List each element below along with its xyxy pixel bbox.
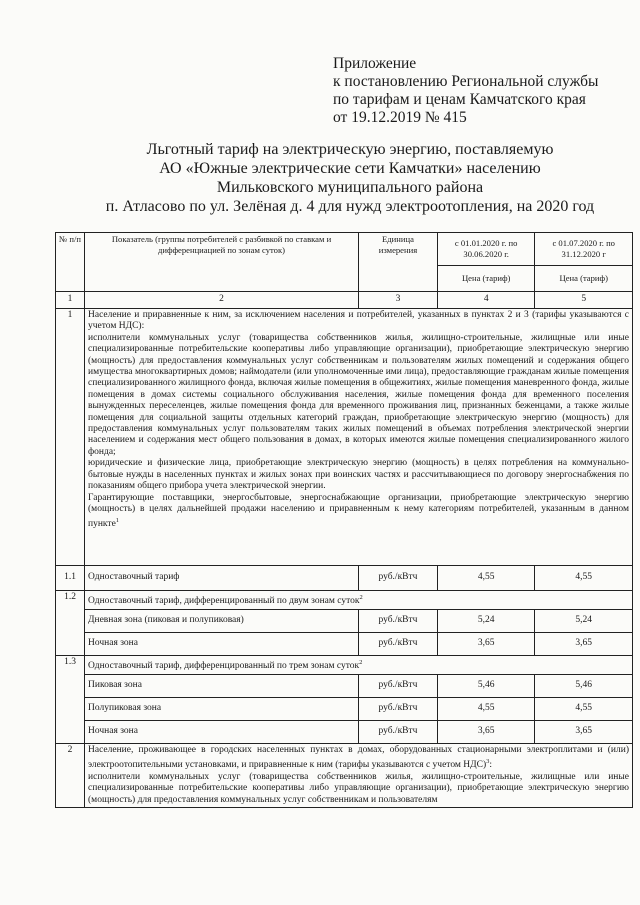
tariff-table <box>55 232 633 808</box>
price-period1: 5,24 <box>437 610 535 633</box>
table-row <box>56 633 633 656</box>
row-number: 2 <box>56 744 85 808</box>
appendix-line: по тарифам и ценам Камчатского края <box>333 91 586 108</box>
price-period1: 4,55 <box>437 698 535 721</box>
col-number: 3 <box>359 292 438 309</box>
title-line: Льготный тариф на электрическую энергию, поставляемую <box>146 141 554 158</box>
zone-label: Дневная зона (пиковая и полупиковая) <box>85 610 359 633</box>
zone-label: Пиковая зона <box>85 675 359 698</box>
unit-cell: руб./кВтч <box>359 698 438 721</box>
table-row <box>56 656 633 675</box>
header-num: № п/п <box>56 233 85 292</box>
col-number: 2 <box>85 292 359 309</box>
section2-text-continued: исполнители коммунальных услуг (товарищества собственников жилья, жилищно-строительные, жилищные или иные специализированные потребительские кооперативы либо управляющие организации), приобретающие электрическую энергию (мощность) для предоставления коммунальных услуг собственникам и пользователям <box>88 771 629 805</box>
header-unit: Единица измерения <box>359 233 438 292</box>
price-period1: 3,65 <box>437 721 535 744</box>
row-number: 1.1 <box>56 566 85 591</box>
table-row <box>56 566 633 591</box>
title-line: АО «Южные электрические сети Камчатки» населению <box>159 160 541 177</box>
row-number: 1.3 <box>56 656 85 744</box>
tariff-group-label <box>85 656 633 675</box>
footnote-mark: 1 <box>115 517 120 525</box>
row-number: 1 <box>56 309 85 566</box>
group-label-text: Одноставочный тариф, дифференцированный по двум зонам суток <box>88 596 360 607</box>
price-period2: 3,65 <box>535 721 633 744</box>
zone-label: Ночная зона <box>85 633 359 656</box>
title-line: Мильковского муниципального района <box>216 179 484 196</box>
table-header-row <box>56 233 633 266</box>
section2-description: Население, проживающее в городских населенных пунктах в домах, оборудованных стационарными электроплитами и (или) электроотопительными установками, и приравненные к ним (тарифы указываются с учетом НДС)$^3$: исполнители коммунальных услуг (товарищества собственников жилья, жилищно-строительные, жилищные или иные специализированные потребительские кооперативы либо управляющие организации), приобретающие электрическую энергию (мощность) для предоставления коммунальных услуг собственникам и пользователям <box>85 744 633 808</box>
price-period2: 3,65 <box>535 633 633 656</box>
price-period2: 5,24 <box>535 610 633 633</box>
zone-label: Полупиковая зона <box>85 698 359 721</box>
table-row <box>56 675 633 698</box>
price-period1: 4,55 <box>437 566 535 591</box>
price-period2: 5,46 <box>535 675 633 698</box>
table-row <box>56 591 633 610</box>
appendix-line: к постановлению Региональной службы <box>333 73 599 90</box>
col-number: 1 <box>56 292 85 309</box>
col-number: 4 <box>437 292 535 309</box>
header-price2: Цена (тариф) <box>535 266 633 292</box>
unit-cell: руб./кВтч <box>359 610 438 633</box>
price-period2: 4,55 <box>535 566 633 591</box>
tariff-label: Одноставочный тариф <box>85 566 359 591</box>
unit-cell: руб./кВтч <box>359 721 438 744</box>
header-price1: Цена (тариф) <box>437 266 535 292</box>
table-row <box>56 610 633 633</box>
appendix-line: от 19.12.2019 № 415 <box>333 109 467 126</box>
footnote-mark: 2 <box>359 594 363 601</box>
header-period1: с 01.01.2020 г. по 30.06.2020 г. <box>437 233 535 266</box>
zone-label: Ночная зона <box>85 721 359 744</box>
table-row <box>56 721 633 744</box>
document-title <box>100 140 600 216</box>
section1-text: Население и приравненные к ним, за исключением населения и потребителей, указанных в пунктах 2 и 3 (тарифы указываются с учетом НДС): исполнители коммунальных услуг (товарищества собственников жилья, жилищно-строительные, жилищные или иные специализированные потребительские кооперативы либо управляющие организации), приобретающие электрическую энергию (мощность) для предоставления коммунальных услуг собственникам и пользователям жилых помещений и содержания общего имущества многоквартирных домов; наймодатели (или уполномоченные ими лица), предоставляющие гражданам жилые помещения специализированного жилищного фонда, включая жилые помещения в общежитиях, жилые помещения маневренного фонда, жилые помещения в домах системы социального обслуживания населения, жилые помещения фонда для временного поселения вынужденных переселенцев, жилые помещения фонда для временного проживания лиц, признанных беженцами, а также жилые помещения для социальной защиты отдельных категорий граждан, приобретающие электрическую энергию (мощность) для предоставления коммунальных услуг пользователям таких жилых помещений в объемах потребления электрической энергии населением и содержания мест общего пользования в домах, в которых имеются жилые помещения специализированного жилого фонда; юридические и физические лица, приобретающие электрическую энергию (мощность) в целях потребления на коммунально-бытовые нужды в населенных пунктах и жилых зонах при воинских частях и рассчитывающиеся по договору энергоснабжения по показаниям общего прибора учета электрической энергии. Гарантирующие поставщики, энергосбытовые, энергоснабжающие организации, приобретающие электрическую энергию (мощность) в целях дальнейшей продажи населению и приравненным к нему категориям потребителей, указанным в данном пункте <box>88 310 629 530</box>
section1-description <box>85 309 633 566</box>
appendix-block <box>333 55 598 127</box>
price-period2: 4,55 <box>535 698 633 721</box>
footnote-mark: 2 <box>359 659 363 666</box>
price-period1: 3,65 <box>437 633 535 656</box>
table-row <box>56 698 633 721</box>
section2-row <box>56 744 633 808</box>
tariff-group-label <box>85 591 633 610</box>
section2-text: Население, проживающее в городских населенных пунктах в домах, оборудованных стационарными электроплитами и (или) электроотопительными установками, и приравненные к ним (тарифы указываются с учетом НДС) <box>88 745 629 771</box>
title-line: п. Атласово по ул. Зелёная д. 4 для нужд электроотопления, на 2020 год <box>105 198 595 215</box>
group-label-text: Одноставочный тариф, дифференцированный по трем зонам суток <box>88 661 360 672</box>
unit-cell: руб./кВтч <box>359 633 438 656</box>
price-period1: 5,46 <box>437 675 535 698</box>
col-number: 5 <box>535 292 633 309</box>
appendix-line: Приложение <box>333 55 417 72</box>
unit-cell: руб./кВтч <box>359 566 438 591</box>
header-period2: с 01.07.2020 г. по 31.12.2020 г <box>535 233 633 266</box>
row-number: 1.2 <box>56 591 85 656</box>
footnote-mark: 3 <box>486 758 490 766</box>
column-numbers-row <box>56 292 633 309</box>
unit-cell: руб./кВтч <box>359 675 438 698</box>
section1-row <box>56 309 633 566</box>
header-indicator: Показатель (группы потребителей с разбивкой по ставкам и дифференциацией по зонам суток) <box>85 233 359 292</box>
